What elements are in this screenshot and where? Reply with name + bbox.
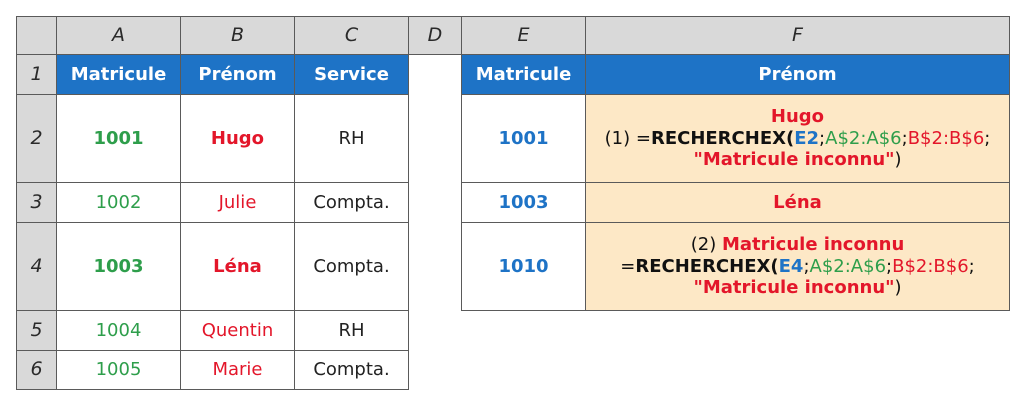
cell-a4[interactable]: 1003 [56,222,181,311]
formula-close-paren: ) [894,277,902,299]
result-hugo: Hugo [770,105,825,127]
cell-b6[interactable]: Marie [180,350,295,390]
column-header-b[interactable]: B [180,16,295,55]
cell-c6[interactable]: Compta. [294,350,409,390]
column-header-e[interactable]: E [461,16,586,55]
formula-line-1 [605,128,991,150]
formula-separator: ; [901,127,908,149]
column-header-a[interactable]: A [56,16,181,55]
header-prenom[interactable]: Prénom [180,54,295,95]
formula-separator: ; [886,255,893,277]
cell-e4[interactable]: 1010 [461,222,586,311]
header-e-matricule[interactable]: Matricule [461,54,586,95]
formula-line-2 [693,277,901,299]
row-header-6[interactable]: 6 [16,350,57,390]
header-matricule[interactable]: Matricule [56,54,181,95]
cell-c2[interactable]: RH [294,94,409,183]
cell-a2[interactable]: 1001 [56,94,181,183]
formula-separator: ; [968,255,975,277]
formula-arg-if-not-found: "Matricule inconnu" [693,277,895,299]
formula-equals: = [620,255,636,277]
formula-function: RECHERCHEX( [635,255,779,277]
header-service[interactable]: Service [294,54,409,95]
result-line [691,234,905,256]
row-header-1[interactable]: 1 [16,54,57,95]
cell-a6[interactable]: 1005 [56,350,181,390]
cell-e3[interactable]: 1003 [461,182,586,223]
formula-function: RECHERCHEX( [650,127,795,149]
column-header-d[interactable]: D [408,16,462,55]
formula-arg-lookup: E2 [794,127,820,149]
cell-c3[interactable]: Compta. [294,182,409,223]
row-header-4[interactable]: 4 [16,222,57,311]
row-header-3[interactable]: 3 [16,182,57,223]
formula-label-1: (1) = [604,127,651,149]
formula-separator: ; [819,127,826,149]
cell-f3[interactable]: Léna [585,182,1010,223]
cell-c5[interactable]: RH [294,310,409,351]
row-header-5[interactable]: 5 [16,310,57,351]
formula-line-1 [620,256,975,278]
cell-a3[interactable]: 1002 [56,182,181,223]
formula-separator: ; [984,127,991,149]
column-header-f[interactable]: F [585,16,1010,55]
result-matricule-inconnu: Matricule inconnu [721,233,905,255]
cell-b2[interactable]: Hugo [180,94,295,183]
cell-b3[interactable]: Julie [180,182,295,223]
formula-close-paren: ) [894,149,902,171]
formula-arg-if-not-found: "Matricule inconnu" [693,149,895,171]
formula-arg-return-array: B$2:B$6 [892,255,969,277]
formula-label-2: (2) [690,233,722,255]
cell-e2[interactable]: 1001 [461,94,586,183]
cell-a5[interactable]: 1004 [56,310,181,351]
cell-b4[interactable]: Léna [180,222,295,311]
cell-f4[interactable] [585,222,1010,311]
formula-separator: ; [803,255,810,277]
formula-arg-lookup-array: A$2:A$6 [825,127,902,149]
formula-arg-lookup: E4 [778,255,804,277]
column-header-c[interactable]: C [294,16,409,55]
row-header-2[interactable]: 2 [16,94,57,183]
cell-c4[interactable]: Compta. [294,222,409,311]
cell-f2[interactable] [585,94,1010,183]
formula-arg-lookup-array: A$2:A$6 [809,255,887,277]
corner-cell[interactable] [16,16,57,55]
formula-arg-return-array: B$2:B$6 [907,127,985,149]
cell-b5[interactable]: Quentin [180,310,295,351]
header-f-prenom[interactable]: Prénom [585,54,1010,95]
formula-line-2 [693,149,901,171]
